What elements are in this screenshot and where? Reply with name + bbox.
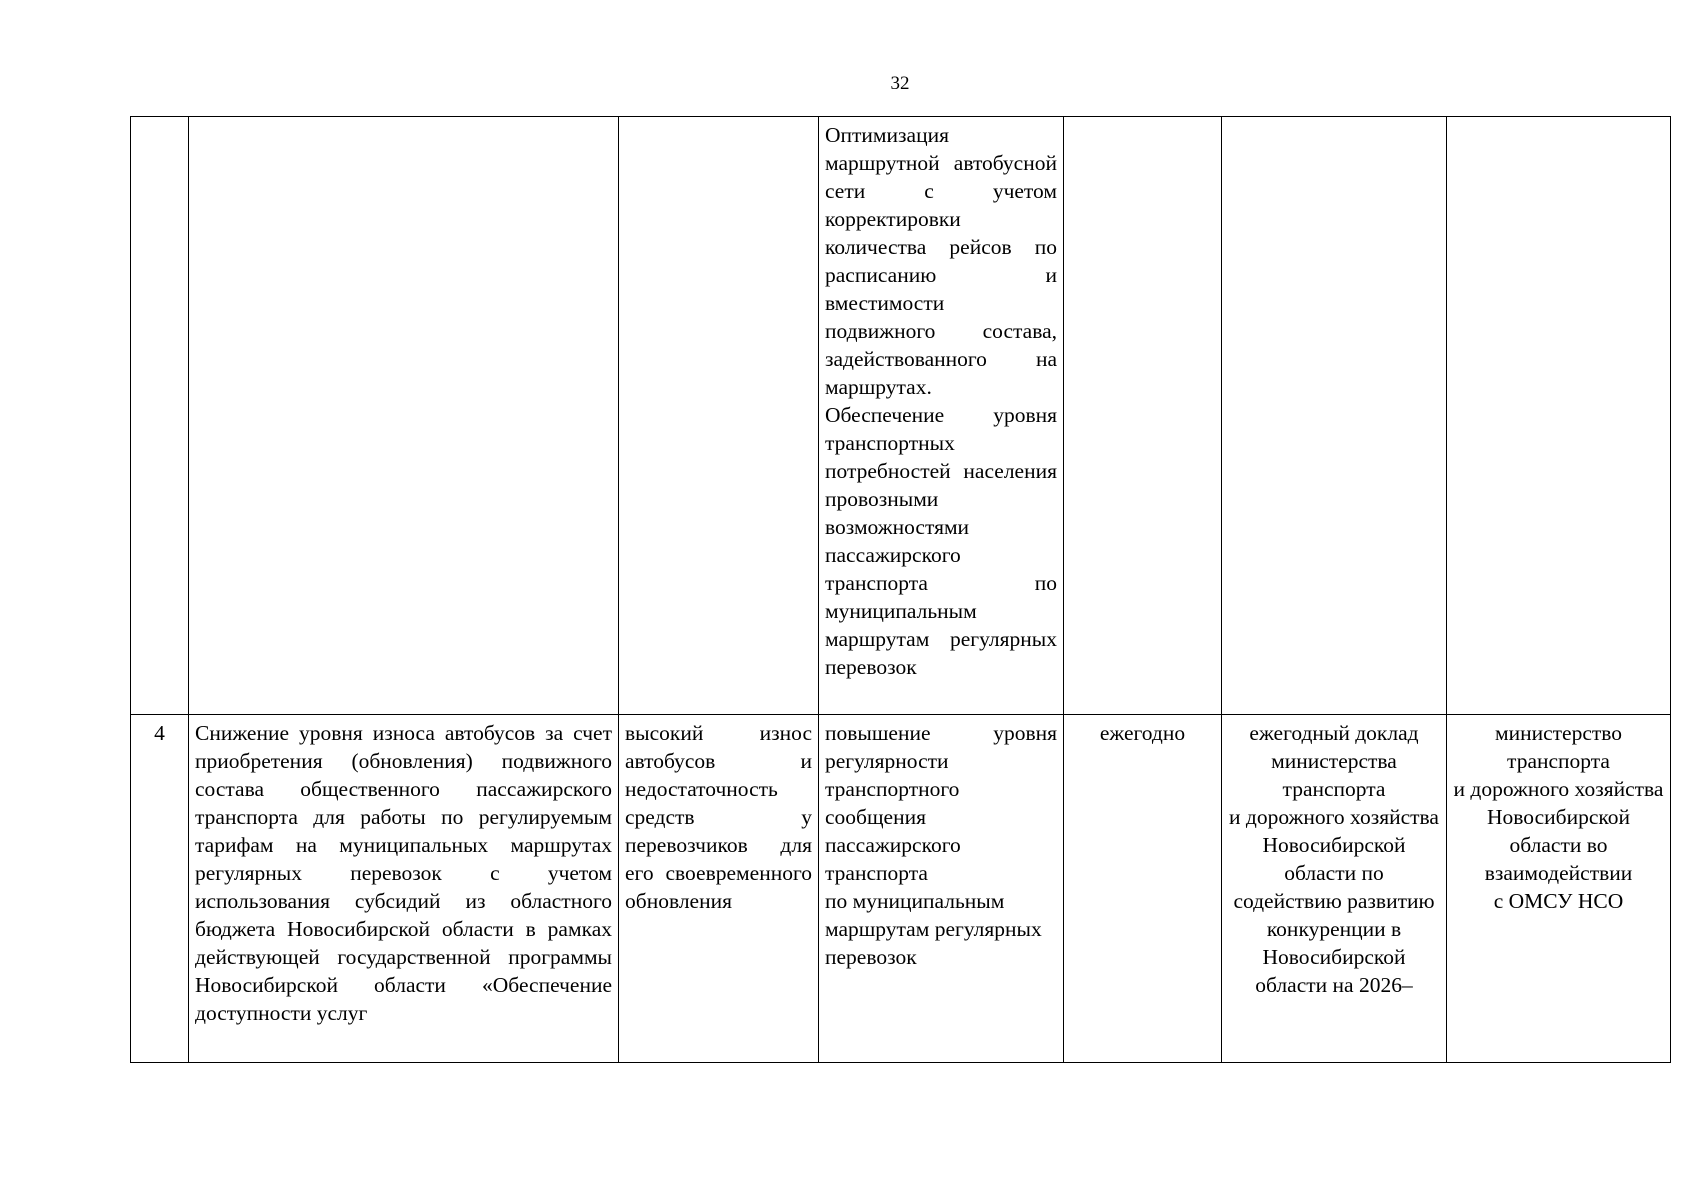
cell-problem xyxy=(619,715,819,1063)
cell-responsible xyxy=(1447,117,1671,715)
cell-document xyxy=(1222,117,1447,715)
result-paragraph: Оптимизация маршрутной автобусной сети с учетом корректировки количества рейсов по расписанию и вместимости подвижного состава, задействованного на маршрутах. xyxy=(825,123,1057,399)
measures-table xyxy=(130,116,1671,1063)
page-number: 32 xyxy=(890,73,910,94)
cell-measure xyxy=(189,715,619,1063)
cell-measure xyxy=(189,117,619,715)
responsible-line: и дорожного хозяйства Новосибирской области во взаимодействии xyxy=(1453,777,1664,885)
cell-responsible xyxy=(1447,715,1671,1063)
document-line: ежегодный доклад министерства транспорта xyxy=(1249,721,1419,801)
cell-deadline xyxy=(1064,117,1222,715)
cell-number: 4 xyxy=(131,715,189,1063)
result-line: по муниципальным маршрутам регулярных перевозок xyxy=(825,889,1042,969)
measure-text: Снижение уровня износа автобусов за счет приобретения (обновления) подвижного состава общественного пассажирского транспорта для работы по регулируемым тарифам на муниципальных маршрутах регулярных перевозок с учетом использования субсидий из областного бюджета Новосибирской области в рамках действующей государственной программы Новосибирской области «Обеспечение доступности услуг xyxy=(195,721,612,1025)
problem-text: высокий износ автобусов и недостаточность средств у перевозчиков для его своевременного обновления xyxy=(625,721,812,913)
table-row xyxy=(131,715,1671,1063)
cell-deadline: ежегодно xyxy=(1064,715,1222,1063)
responsible-line: с ОМСУ НСО xyxy=(1493,889,1624,913)
cell-document xyxy=(1222,715,1447,1063)
result-paragraph: Обеспечение уровня транспортных потребностей населения провозными возможностями пассажирского транспорта по муниципальным маршрутам регулярных перевозок xyxy=(825,403,1057,679)
responsible-line: министерство транспорта xyxy=(1494,721,1623,773)
table-row xyxy=(131,117,1671,715)
cell-number xyxy=(131,117,189,715)
cell-result xyxy=(819,117,1064,715)
document-line: и дорожного хозяйства Новосибирской области по содействию развитию конкуренции в Новосибирской области на 2026– xyxy=(1229,805,1439,997)
cell-result xyxy=(819,715,1064,1063)
cell-problem xyxy=(619,117,819,715)
result-line: повышение уровня регулярности транспортного сообщения пассажирского транспорта xyxy=(825,721,1057,885)
